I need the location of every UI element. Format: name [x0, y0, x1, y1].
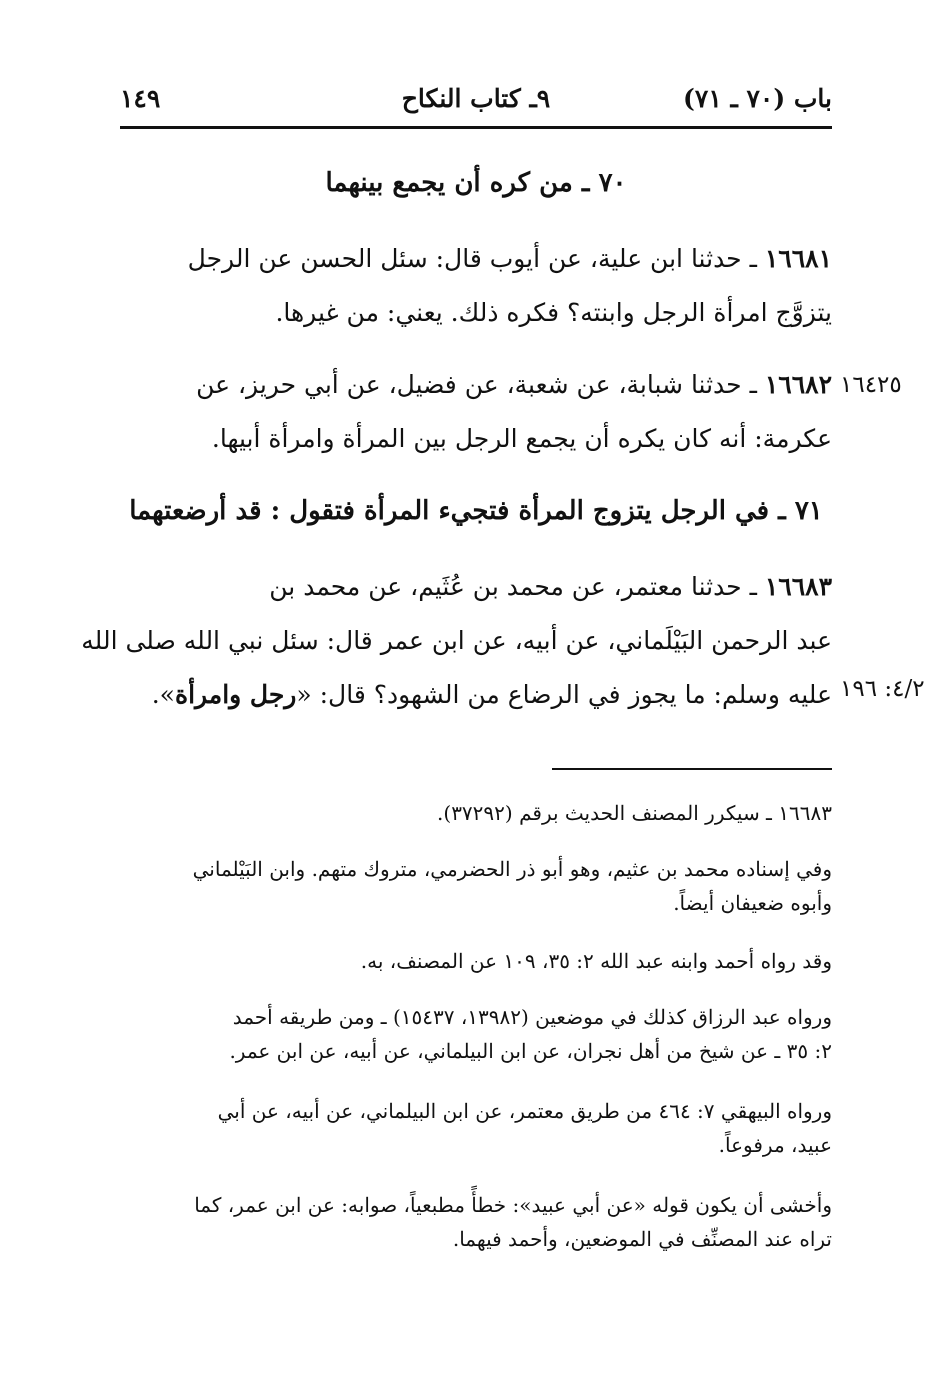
header-rule — [120, 126, 832, 129]
footnote-3: وقد رواه أحمد وابنه عبد الله ٢: ٣٥، ١٠٩ عن المصنف، به. — [360, 949, 832, 973]
footnote-4: ورواه عبد الرزاق كذلك في موضعين (١٣٩٨٢، ١٥٤٣٧) ـ ومن طريقه أحمد ٢: ٣٥ ـ عن شيخ من أهل نجران، عن ابن البيلماني، عن أبيه، عن ابن عمر. — [229, 1005, 832, 1063]
hadith-line: ١٦٦٨٢ ـ حدثنا شبابة، عن شعبة، عن فضيل، عن أبي حريز، عن — [196, 370, 832, 399]
footnote-rule — [552, 768, 832, 770]
margin-reference: ٤/٢: ١٩٦ — [840, 676, 925, 702]
hadith-line: عبد الرحمن البَيْلَماني، عن أبيه، عن ابن عمر قال: سئل نبي الله صلى الله — [81, 626, 832, 655]
hadith-number: ١٦٦٨١ — [764, 244, 832, 273]
hadith-16682 — [120, 358, 832, 466]
section-title-70: ٧٠ ـ من كره أن يجمع بينهما — [325, 168, 627, 198]
section-title-71: ٧١ ـ في الرجل يتزوج المرأة فتجيء المرأة فتقول : قد أرضعتهما — [129, 496, 823, 526]
book-title: ٩ـ كتاب النكاح — [401, 84, 551, 113]
hadith-16681 — [120, 232, 832, 340]
hadith-line: يتزوَّج امرأة الرجل وابنته؟ فكره ذلك. يعني: من غيرها. — [275, 298, 832, 327]
footnote-5: ورواه البيهقي ٧: ٤٦٤ من طريق معتمر، عن ابن البيلماني، عن أبيه، عن أبي عبيد، مرفوعاً. — [217, 1099, 832, 1157]
footnote-6: وأخشى أن يكون قوله «عن أبي عبيد»: خطأً مطبعياً، صوابه: عن ابن عمر، كما تراه عند المصنِّف في الموضعين، وأحمد فيهما. — [194, 1193, 832, 1251]
hadith-number: ١٦٦٨٣ — [764, 572, 832, 601]
footnote-1: ١٦٦٨٣ ـ سيكرر المصنف الحديث برقم (٣٧٢٩٢). — [437, 801, 832, 825]
hadith-line: ١٦٦٨١ ـ حدثنا ابن علية، عن أيوب قال: سئل الحسن عن الرجل — [187, 244, 832, 273]
hadith-line: عليه وسلم: ما يجوز في الرضاع من الشهود؟ قال: «رجل وامرأة». — [151, 680, 832, 709]
hadith-line: عكرمة: أنه كان يكره أن يجمع الرجل بين المرأة وامرأة أبيها. — [211, 424, 832, 453]
hadith-number: ١٦٦٨٢ — [764, 370, 832, 399]
hadith-16683 — [81, 560, 832, 722]
quoted-answer: رجل وامرأة — [174, 680, 297, 709]
footnote-2: وفي إسناده محمد بن عثيم، وهو أبو ذر الحضرمي، متروك متهم. وابن البَيْلماني وأبوه ضعيفان أيضاً. — [192, 857, 832, 915]
page-number: ١٤٩ — [120, 84, 161, 113]
running-header — [120, 84, 832, 124]
chapter-reference: باب (٧٠ ـ ٧١) — [683, 84, 832, 113]
hadith-line: ١٦٦٨٣ ـ حدثنا معتمر، عن محمد بن عُثَيم، عن محمد بن — [269, 572, 832, 601]
margin-reference: ١٦٤٢٥ — [840, 372, 902, 398]
